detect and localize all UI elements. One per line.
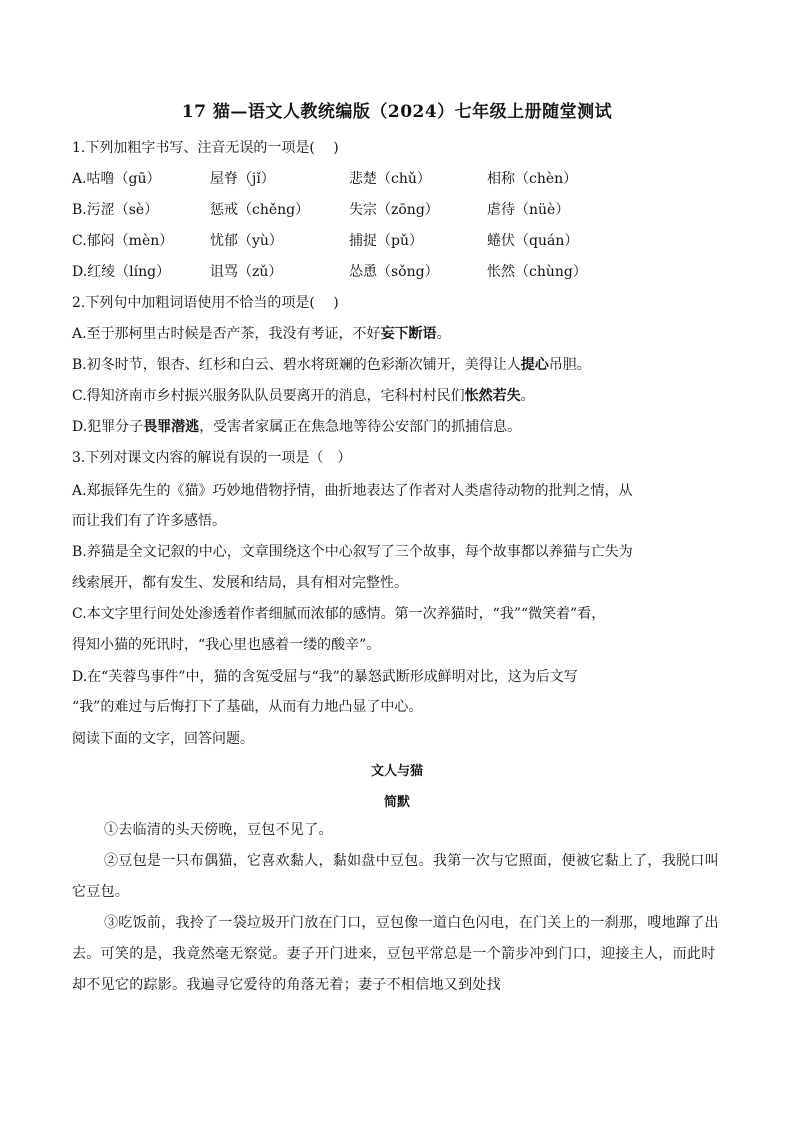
q2-c-bold: 怅然若失: [464, 388, 521, 404]
q2-a-text: A.至于那柯里古时候是否产茶，我没有考证，不好: [72, 326, 381, 342]
q3-stem: 3.下列对课文内容的解说有误的一项是（ ）: [72, 450, 352, 466]
q3-d-line2: “我”的难过与后悔打下了基础，从而有力地凸显了中心。: [72, 699, 423, 715]
reading-prompt: 阅读下面的文字，回答问题。: [72, 731, 254, 747]
q2-d-end: ，受害者家属正在焦急地等待公安部门的抓捕信息。: [199, 419, 522, 435]
page-title: 17 猫—语文人教统编版（2024）七年级上册随堂测试: [181, 102, 613, 122]
q2-b-text: B.初冬时节，银杏、红杉和白云、碧水将斑斓的色彩渐次铺开，美得让人: [72, 357, 521, 373]
essay-paragraph-1: ①去临清的头天傍晚，豆包不见了。: [104, 822, 333, 838]
q2-b-end: 吊胆。: [548, 357, 591, 373]
q1-stem: 1.下列加粗字书写、注音无误的一项是( ): [72, 140, 339, 156]
q1-c-4: 蜷伏（quán）: [487, 233, 579, 249]
q2-a-bold: 妄下断语: [380, 326, 437, 342]
q2-option-d: [72, 416, 521, 436]
q1-b-1: B.污涩（sè）: [72, 202, 159, 218]
q2-d-bold: 畏罪潜逃: [143, 419, 200, 435]
q3-c-line1: C.本文字里行间处处渗透着作者细腻而浓郁的感情。第一次养猫时，“我”“微笑着”看，: [72, 606, 606, 622]
q1-d-3: 怂恿（sǒng）: [349, 264, 439, 280]
q2-b-bold: 提心: [520, 357, 549, 373]
q2-option-b: [72, 354, 591, 374]
q3-b-line2: 线索展开，都有发生、发展和结局，具有相对完整性。: [72, 575, 408, 591]
q1-a-3: 悲楚（chǔ）: [349, 171, 431, 187]
q1-c-2: 忧郁（yù）: [210, 233, 283, 249]
q2-stem: 2.下列句中加粗词语使用不恰当的项是( ): [72, 295, 339, 311]
q3-a-line2: 而让我们有了许多感悟。: [72, 513, 226, 529]
q1-d-2: 诅骂（zǔ）: [210, 264, 283, 280]
q1-a-4: 相称（chèn）: [487, 171, 578, 187]
q3-c-line2: 得知小猫的死讯时，“我心里也感着一缕的酸辛”。: [72, 637, 381, 653]
q1-c-3: 捕捉（pǔ）: [349, 233, 423, 249]
q1-a-1: A.咕噜（gū）: [72, 171, 161, 187]
q2-c-end: 。: [520, 388, 535, 404]
q1-c-1: C.郁闷（mèn）: [72, 233, 174, 249]
q3-d-line1: D.在“芙蓉鸟事件”中，猫的含冤受屈与“我”的暴怒武断形成鲜明对比，这为后文写: [72, 669, 578, 685]
q1-d-4: 怅然（chùng）: [487, 264, 587, 280]
q1-b-2: 惩戒（chěng）: [210, 202, 310, 218]
q2-option-c: [72, 385, 535, 405]
q2-c-text: C.得知济南市乡村振兴服务队队员要离开的消息，宅科村村民们: [72, 388, 465, 404]
q1-b-3: 失宗（zōng）: [349, 202, 439, 218]
essay-paragraph-3: ③吃饭前，我拎了一袋垃圾开门放在门口，豆包像一道白色闪电，在门关上的一刹那，嗖地蹿了出去。可笑的是，我竟然毫无察觉。妻子开门进来，豆包平常总是一个箭步冲到门口，迎接主人，而此时却不见它的踪影。我遍寻它爱待的角落无着；妻子不相信地又到处找: [72, 915, 719, 993]
q3-b-line1: B.养猫是全文记叙的中心，文章围绕这个中心叙写了三个故事，每个故事都以养猫与亡失为: [72, 544, 633, 560]
q3-a-line1: A.郑振铎先生的《猫》巧妙地借物抒情，曲折地表达了作者对人类虐待动物的批判之情，从: [72, 483, 633, 499]
q1-a-2: 屋脊（jǐ）: [210, 171, 275, 187]
q2-d-text: D.犯罪分子: [72, 419, 144, 435]
q2-a-end: 。: [436, 326, 451, 342]
essay-author: 简默: [383, 795, 410, 810]
q2-option-a: [72, 323, 451, 343]
essay-title: 文人与猫: [370, 764, 423, 779]
essay-paragraph-2: ②豆包是一只布偶猫，它喜欢黏人，黏如盘中豆包。我第一次与它照面，便被它黏上了，我脱口叫它豆包。: [72, 853, 719, 900]
q1-d-1: D.红绫（líng）: [72, 264, 171, 280]
q1-b-4: 虐待（nüè）: [487, 202, 570, 218]
